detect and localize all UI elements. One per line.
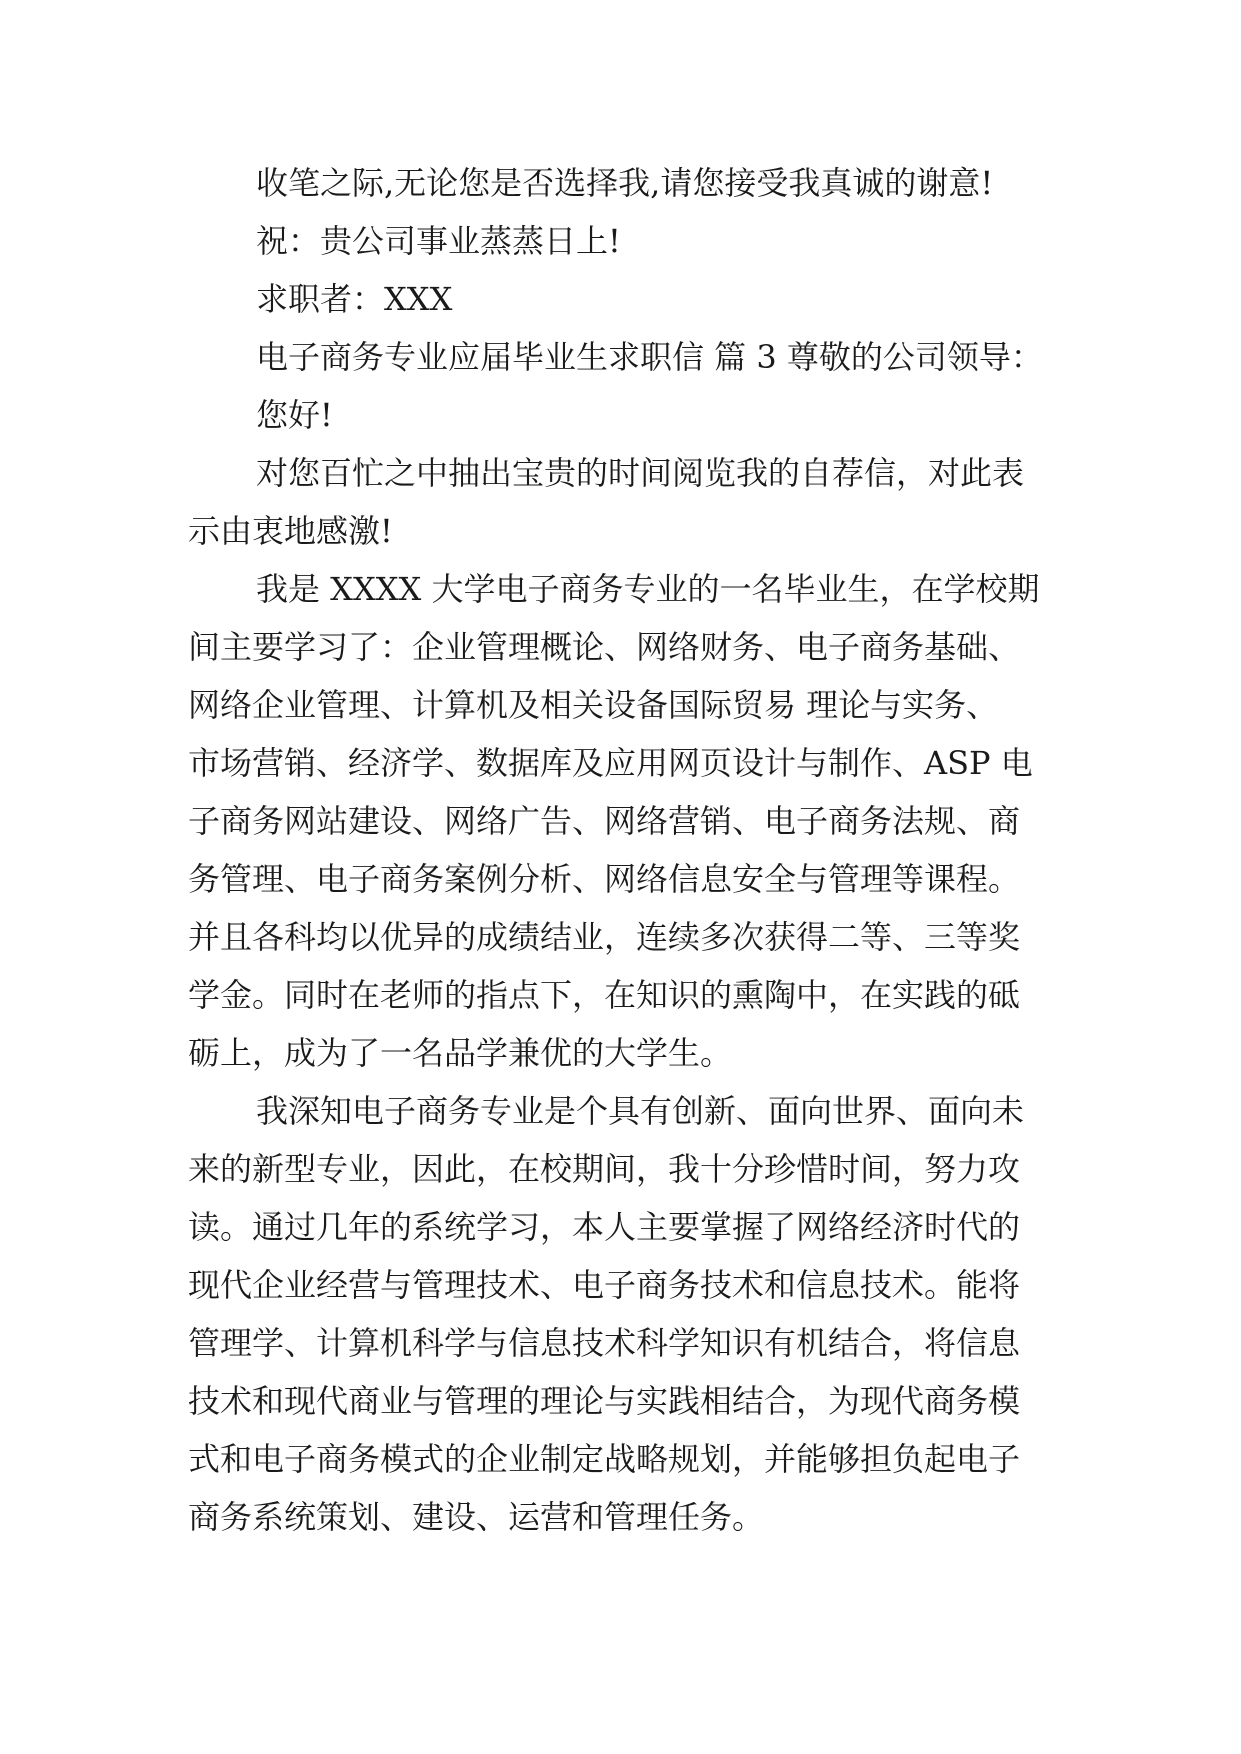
text-line: 市场营销、经济学、数据库及应用网页设计与制作、ASP 电 — [188, 744, 1033, 782]
text-line: 务管理、电子商务案例分析、网络信息安全与管理等课程。 — [188, 860, 1021, 898]
text-line: 并且各科均以优异的成绩结业，连续多次获得二等、三等奖 — [188, 918, 1021, 956]
text-line: 子商务网站建设、网络广告、网络营销、电子商务法规、商 — [188, 802, 1021, 840]
text-line: 来的新型专业，因此，在校期间，我十分珍惜时间，努力攻 — [188, 1150, 1021, 1188]
text-line: 网络企业管理、计算机及相关设备国际贸易 理论与实务、 — [188, 686, 999, 724]
text-line: 学金。同时在老师的指点下，在知识的熏陶中，在实践的砥 — [188, 976, 1021, 1014]
text-line: 管理学、计算机科学与信息技术科学知识有机结合，将信息 — [188, 1324, 1021, 1362]
text-line: 间主要学习了：企业管理概论、网络财务、电子商务基础、 — [188, 628, 1021, 666]
text-line: 我深知电子商务专业是个具有创新、面向世界、面向未 — [256, 1092, 1025, 1130]
text-line: 示由衷地感激! — [188, 512, 393, 550]
document-body — [188, 154, 1058, 1546]
text-line: 砺上，成为了一名品学兼优的大学生。 — [188, 1034, 733, 1072]
text-line: 求职者：XXX — [256, 280, 453, 318]
text-line: 读。通过几年的系统学习，本人主要掌握了网络经济时代的 — [188, 1208, 1021, 1246]
text-line: 商务系统策划、建设、运营和管理任务。 — [188, 1498, 765, 1536]
text-line: 我是 XXXX 大学电子商务专业的一名毕业生，在学校期 — [256, 570, 1040, 608]
text-line: 祝：贵公司事业蒸蒸日上! — [256, 222, 621, 260]
text-line: 电子商务专业应届毕业生求职信 篇 3 尊敬的公司领导： — [256, 338, 1043, 376]
text-line: 技术和现代商业与管理的理论与实践相结合，为现代商务模 — [188, 1382, 1021, 1420]
text-line: 式和电子商务模式的企业制定战略规划，并能够担负起电子 — [188, 1440, 1021, 1478]
text-line: 您好! — [256, 396, 333, 434]
text-line: 对您百忙之中抽出宝贵的时间阅览我的自荐信，对此表 — [256, 454, 1025, 492]
text-line: 现代企业经营与管理技术、电子商务技术和信息技术。能将 — [188, 1266, 1021, 1304]
text-line: 收笔之际,无论您是否选择我,请您接受我真诚的谢意! — [256, 164, 994, 202]
